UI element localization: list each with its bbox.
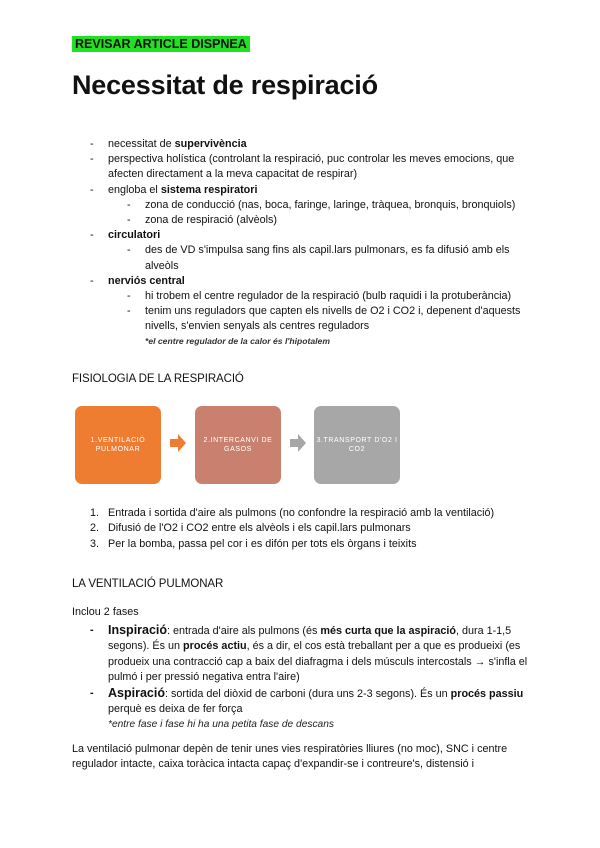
list-item: 2. Difusió de l'O2 i CO2 entre els alvèols i els capil.lars pulmonars — [90, 522, 411, 535]
list-item: - Inspiració: entrada d'aire als pulmons (és més curta que la aspiració, dura 1-1,5 segons). És un procés actiu, és a dir, el cos està treballant per a que es produeixi (es produeix una contracció cap a baix del diafragma i dels músculs intercostals → s'infla el pulmó i per pressió negativa entra l'aire) — [90, 623, 528, 684]
highlighted-title: REVISAR ARTICLE DISPNEA — [72, 36, 250, 52]
arrow-right-icon — [170, 434, 186, 452]
list-subitem: - hi trobem el centre regulador de la respiració (bulb raquidi i la protuberància) — [127, 290, 512, 303]
list-subitem: - des de VD s'impulsa sang fins als capil.lars pulmonars, es fa difusió amb els alveòls — [127, 244, 510, 272]
list-subitem: - zona de conducció (nas, boca, faringe, laringe, tràquea, bronquis, bronquiols) — [127, 198, 516, 211]
diagram-box-intercanvi: 2.INTERCANVI DE GASOS — [195, 406, 281, 484]
section-heading-ventilacio: LA VENTILACIÓ PULMONAR — [72, 578, 224, 590]
list-item: - circulatori — [90, 229, 161, 242]
list-subitem: - zona de respiració (alvèols) — [127, 214, 278, 227]
footnote: *el centre regulador de la calor és l'hipotalem — [145, 335, 330, 346]
diagram-box-transport: 3.TRANSPORT D'O2 I CO2 — [314, 406, 400, 484]
list-item: 1. Entrada i sortida d'aire als pulmons (no confondre la respiració amb la ventilació) — [90, 507, 495, 519]
diagram-box-ventilacio: 1.VENTILACIÓ PULMONAR — [75, 406, 161, 484]
list-item: - necessitat de supervivència — [90, 138, 247, 150]
arrow-right-icon — [290, 434, 306, 452]
paragraph: La ventilació pulmonar depèn de tenir unes vies respiratòries lliures (no moc), SNC i centre regulador intacte, caixa toràcica intacta capaç d'expandir-se i contreure's, distensió i — [72, 743, 508, 771]
footnote: *entre fase i fase hi ha una petita fase de descans — [108, 719, 334, 731]
list-item: - engloba el sistema respiratori — [90, 183, 258, 196]
page-title: Necessitat de respiració — [72, 70, 378, 100]
list-item: 3. Per la bomba, passa pel cor i es difón per tots els òrgans i teixits — [90, 537, 417, 550]
numbered-list — [72, 506, 494, 552]
list-item: - perspectiva holística (controlant la respiració, puc controlar les meves emocions, que afecten directament a la meva capacitat de respirar) — [90, 153, 515, 181]
section-heading-fisiologia: FISIOLOGIA DE LA RESPIRACIÓ — [72, 373, 244, 385]
list-item: - nerviós central — [90, 274, 185, 287]
intro-text: Inclou 2 fases — [72, 606, 139, 618]
list-item: - Aspiració: sortida del diòxid de carboni (dura uns 2-3 segons). És un procés passiu perquè es deixa de fer força — [90, 685, 524, 716]
list-subitem: - tenim uns reguladors que capten els nivells de O2 i CO2 i, depenent d'aquests nivells, s'envien senyals als centres reguladors — [127, 305, 521, 333]
bullet-list — [0, 137, 600, 348]
phases-list — [0, 623, 600, 733]
